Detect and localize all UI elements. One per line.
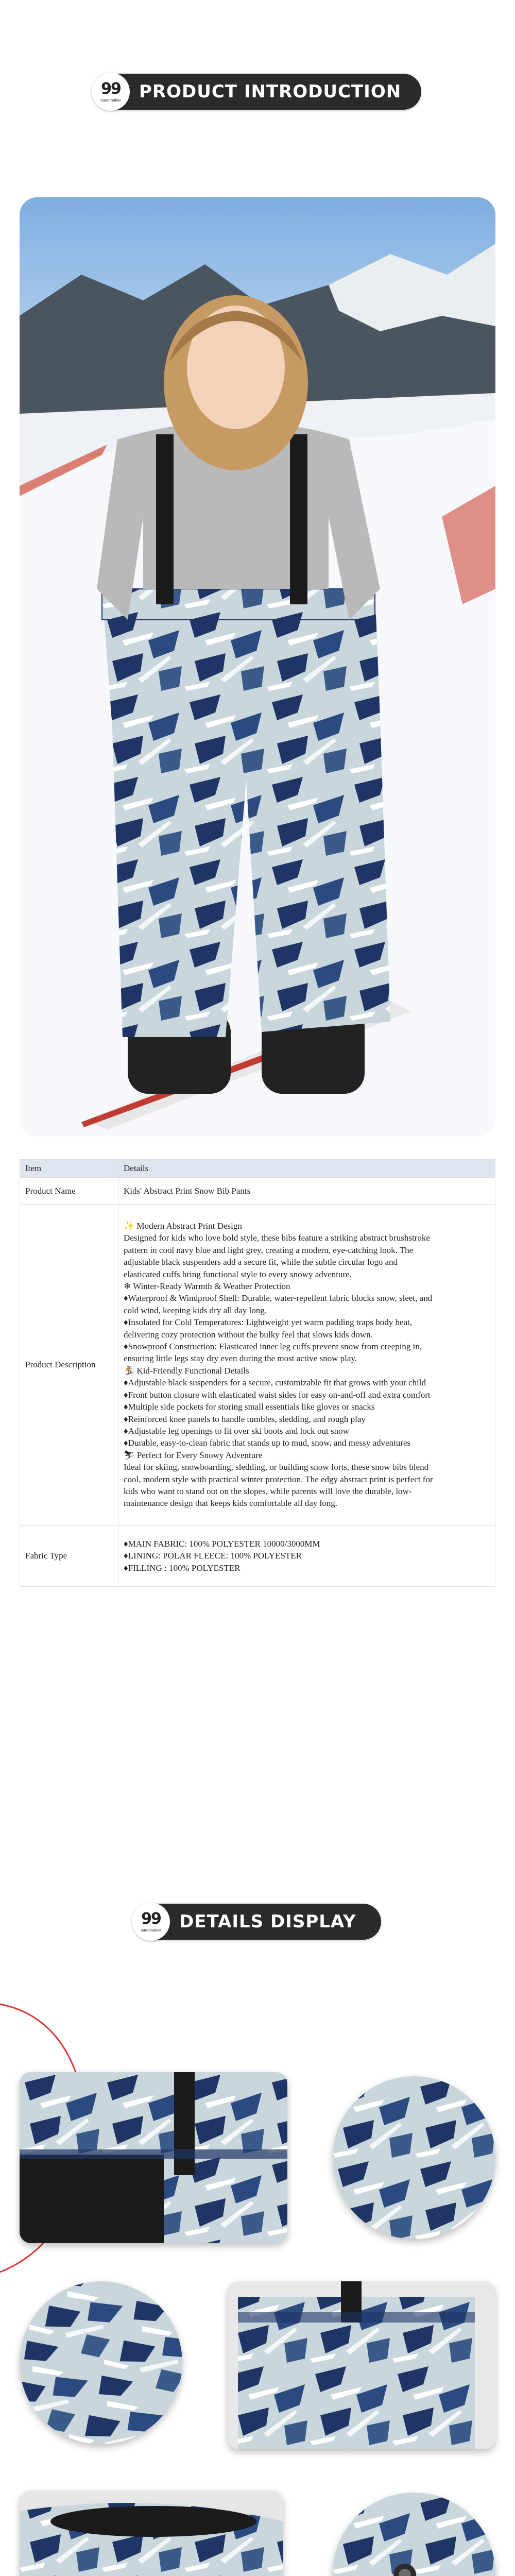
row-key-product-name: Product Name	[20, 1178, 118, 1205]
table-row	[20, 1178, 495, 1205]
section-title: DETAILS DISPLAY	[179, 1911, 356, 1932]
desc-line: ♦Insulated for Cold Temperatures: Lightweight yet warm padding traps body heat,	[124, 1317, 413, 1328]
desc-line: Ideal for skiing, snowboarding, sledding, or building snow forts, these snow bibs blend	[124, 1462, 429, 1472]
desc-line: ♦Snowproof Construction: Elasticated inner leg cuffs prevent snow from creeping in,	[124, 1342, 422, 1352]
col-details-header: Details	[118, 1160, 495, 1178]
row-value-fabric	[118, 1525, 495, 1586]
row-value-product-name: Kids' Abstract Print Snow Bib Pants	[118, 1178, 495, 1205]
desc-line: ♦Adjustable leg openings to fit over ski boots and lock out snow	[124, 1426, 349, 1436]
desc-line: ensuring little legs stay dry even during the most active snow play.	[124, 1353, 357, 1364]
detail-photo-waistband	[228, 2281, 495, 2449]
fabric-line: ♦FILLING : 100% POLYESTER	[124, 1563, 241, 1573]
brand-logo	[132, 1903, 170, 1941]
fabric-line: ♦MAIN FABRIC: 100% POLYESTER 10000/3000MM	[124, 1538, 320, 1549]
desc-line: ♦Waterproof & Windproof Shell: Durable, water-repellent fabric blocks snow, sleet, and	[124, 1293, 433, 1303]
col-item-header: Item	[20, 1160, 118, 1178]
logo-number: 99	[141, 1909, 161, 1928]
row-key-description: Product Description	[20, 1205, 118, 1526]
desc-line: ⛷ Perfect for Every Snowy Adventure	[124, 1450, 263, 1460]
desc-line: delivering cozy protection without the bulky feel that slows kids down.	[124, 1329, 373, 1340]
row-key-fabric: Fabric Type	[20, 1525, 118, 1586]
desc-line: pattern in cool navy blue and light grey, creating a modern, eye-catching look. The	[124, 1245, 414, 1255]
product-intro-header	[94, 74, 421, 110]
desc-line: ♦Front button closure with elasticated waist sides for easy on-and-off and extra comfort	[124, 1389, 431, 1400]
desc-line: cool, modern style with practical winter protection. The edgy abstract print is perfect for	[124, 1474, 433, 1484]
fabric-line: ♦LINING: POLAR FLEECE: 100% POLYESTER	[124, 1551, 302, 1561]
logo-number: 99	[101, 79, 121, 98]
desc-line: kids who want to stand out on the slopes, while parents will love the durable, low-	[124, 1486, 412, 1496]
detail-photo-suspender-waist	[20, 2072, 287, 2243]
brand-logo	[92, 73, 130, 111]
table-header-row	[20, 1160, 495, 1178]
detail-photo-fabric-closeup	[333, 2076, 495, 2239]
table-row	[20, 1205, 495, 1526]
logo-subtext: sandmaker	[100, 97, 121, 103]
logo-subtext: sandmaker	[141, 1927, 161, 1933]
spec-table	[20, 1159, 495, 1587]
desc-line: ♦Adjustable black suspenders for a secure, customizable fit that grows with your child	[124, 1378, 426, 1388]
detail-photo-leg-cuff	[20, 2490, 283, 2576]
desc-line: 🏂 Kid-Friendly Functional Details	[124, 1365, 249, 1376]
row-value-description	[118, 1205, 495, 1526]
detail-photo-logo-badge	[333, 2493, 495, 2576]
desc-line: ♦Reinforced knee panels to handle tumbles, sledding, and rough play	[124, 1414, 366, 1424]
desc-line: cold wind, keeping kids dry all day long.	[124, 1305, 267, 1315]
desc-line: maintenance design that keeps kids comfortable all day long.	[124, 1498, 337, 1509]
desc-line: ❄ Winter-Ready Warmth & Weather Protection	[124, 1281, 290, 1292]
detail-photo-print-closeup	[20, 2281, 182, 2444]
hero-product-photo	[20, 197, 495, 1137]
section-title: PRODUCT INTRODUCTION	[139, 81, 402, 102]
desc-line: elasticated cuffs bring functional style to every snowy adventure.	[124, 1269, 352, 1279]
table-row	[20, 1525, 495, 1586]
desc-line: adjustable black suspenders add a secure fit, while the subtle circular logo and	[124, 1257, 398, 1267]
desc-line: ♦Multiple side pockets for storing small essentials like gloves or snacks	[124, 1402, 375, 1412]
desc-line: ♦Durable, easy-to-clean fabric that stands up to mud, snow, and messy adventures	[124, 1438, 411, 1448]
desc-line: Designed for kids who love bold style, these bibs feature a striking abstract brushstroke	[124, 1233, 430, 1243]
desc-line: ✨ Modern Abstract Print Design	[124, 1221, 242, 1231]
details-display-header	[134, 1904, 381, 1940]
